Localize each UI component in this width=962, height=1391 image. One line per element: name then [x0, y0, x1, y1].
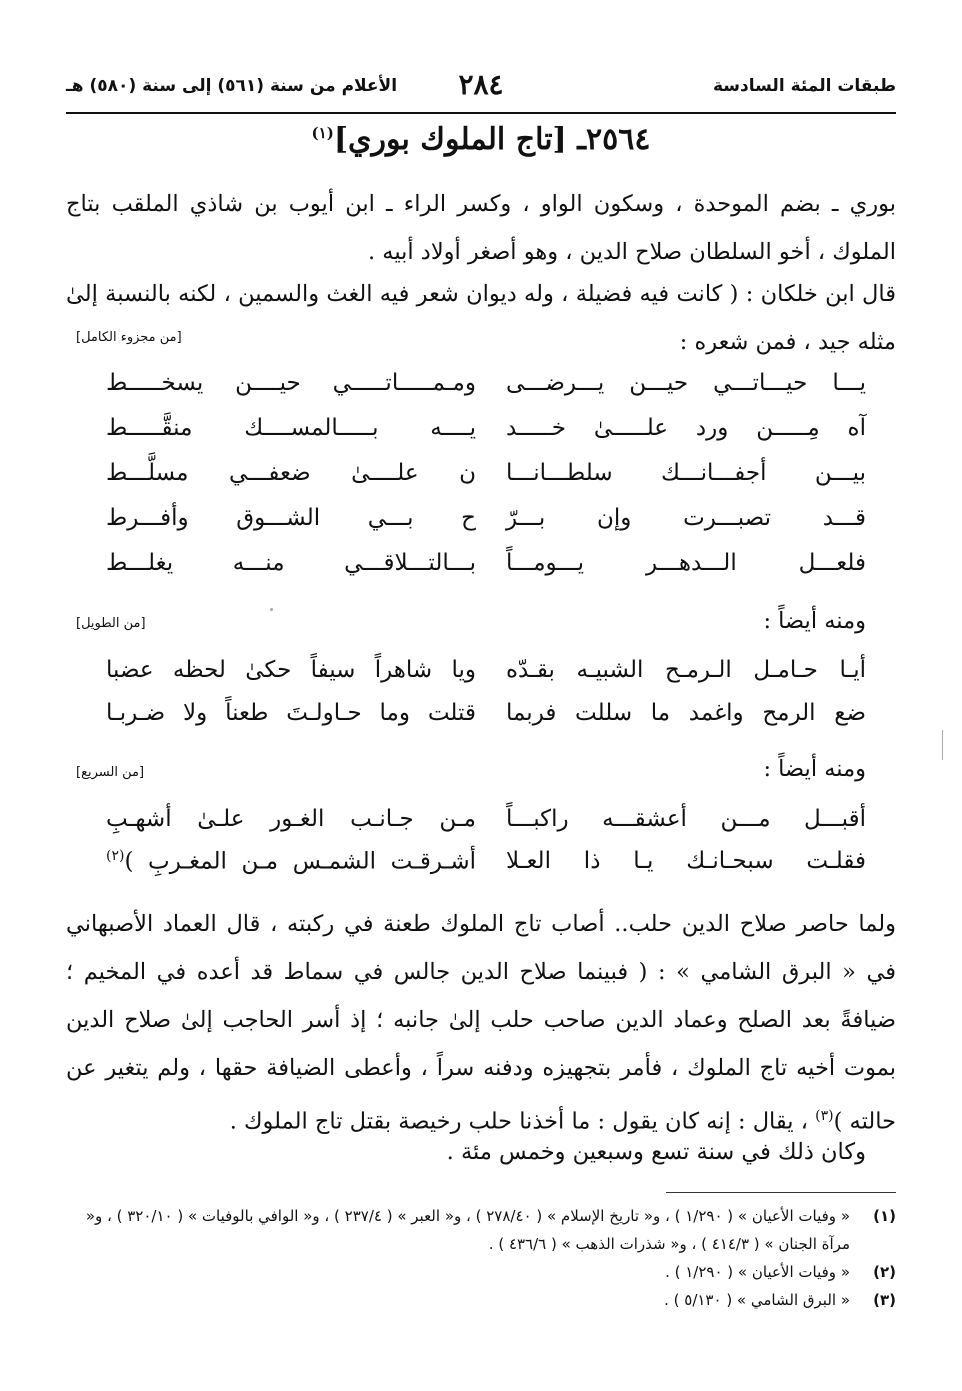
entry-title-text: ٢٥٦٤ـ [تاج الملوك بوري]: [333, 122, 651, 157]
poem3-verse: [66, 806, 896, 852]
footnote-item: [66, 1286, 896, 1314]
poem2-intro: ومنه أيضاً :: [763, 608, 866, 634]
verse-second-hemistich: ح بـــي الشـــوق وأفـــرط: [106, 505, 476, 531]
header-divider: [66, 112, 896, 114]
verse-second-hemistich: يــــه بـــــالمســــك منقَّـــــط: [106, 415, 476, 441]
paragraph-3-tail: ، يقال : إنه كان يقول : ما أخذنا حلب رخيصة بقتل تاج الملوك .: [229, 1108, 816, 1135]
poem1-verse: [66, 370, 896, 416]
verse-first-hemistich: أقبـــل مـــن أعشقـــه راكبـــاً: [506, 806, 866, 832]
poem1-verse: [66, 505, 896, 551]
footnote-number: (٢): [873, 1263, 896, 1281]
footnote-number: (١): [873, 1207, 896, 1225]
verse-first-hemistich: بيـــن أجفـــانـــك سلطـــانـــا: [506, 460, 866, 486]
poem3-verse: [66, 848, 896, 894]
verse-first-hemistich: يـــا حيـــاتـــي حيـــن يـــرضـــى: [506, 370, 866, 396]
verse-second-hemistich: مـن جـانـب الغـور علـىٰ أشهـبِ: [106, 806, 476, 832]
verse-second-hemistich: قتلت وما حـاولـتَ طعناً ولا ضـربـا: [106, 700, 476, 726]
verse-first-hemistich: أيـا حـامـل الـرمـح الشبيـه بقـدّه: [506, 657, 866, 683]
poem1-verse: [66, 550, 896, 596]
poem2-meter: [من الطويل]: [76, 616, 146, 631]
verse-second-hemistich: ويا شاهراً سيفاً حكىٰ لحظه عضبا: [106, 657, 476, 683]
footnote-ref-2: (٢): [106, 848, 125, 864]
paragraph-1: بوري ـ بضم الموحدة ، وسكون الواو ، وكسر الراء ـ ابن أيوب بن شاذي الملقب بتاج الملوك ، أخو السلطان صلاح الدين ، وهو أصغر أولاد أبيه .: [66, 191, 896, 265]
footnote-ref-1: (١): [311, 124, 334, 142]
verse-second-hemistich: ن علــــىٰ ضعفـــي مسلَّـــط: [106, 460, 476, 486]
poem1-meter: [من مجزوء الكامل]: [76, 330, 182, 345]
verse-second-hemistich: بـــالتـــلاقـــي منـــه يغلـــط: [106, 550, 476, 576]
paragraph-3-text: ولما حاصر صلاح الدين حلب.. أصاب تاج الملوك طعنة في ركبته ، قال العماد الأصبهاني في « البرق الشامي » : ( فبينما صلاح الدين جالس في سماط قد أعده في المخيم ؛ ضيافةً بعد الصلح وعماد الدين صاحب حلب إلىٰ جانبه ؛ إذ أسر الحاجب إلىٰ صلاح الدين بموت أخيه تاج الملوك ، فأمر بتجهيزه ودفنه سراً ، وأعطى الضيافة حقها ، ولم يتغير عن حالته ): [66, 911, 896, 1135]
footnote-text: « البرق الشامي » ( ٥/١٣٠ ) .: [664, 1291, 850, 1309]
poem1-verse: [66, 415, 896, 461]
entry-title: [66, 122, 896, 157]
paragraph-2: قال ابن خلكان : ( كانت فيه فضيلة ، وله ديوان شعر فيه الغث والسمين ، لكنه بالنسبة إلىٰ مثله جيد ، فمن شعره :: [66, 281, 896, 355]
verse-second-hemistich: ومـمـــــاتـــــي حيــــن يسخـــــط: [106, 370, 476, 396]
paragraph-3: [66, 900, 896, 1146]
poem1-verse: [66, 460, 896, 506]
verse-first-hemistich: ضع الرمح واغمد ما سللت فربما: [506, 700, 866, 726]
scan-edge-mark: [942, 730, 943, 760]
poem2-verse: [66, 657, 896, 703]
verse-first-hemistich: قـــد تصبـــرت وإن بـــرّ: [506, 505, 866, 531]
poem3-meter: [من السريع]: [76, 765, 145, 780]
verse-text: أشـرقـت الشمـس مـن المغـربِ ): [124, 848, 476, 875]
footnote-text: « وفيات الأعيان » ( ١/٢٩٠ ) .: [665, 1263, 850, 1281]
page-number: ٢٨٤: [458, 68, 504, 101]
verse-first-hemistich: فلعـــل الـــدهـــر يـــومـــاً: [506, 550, 866, 576]
verse-second-hemistich: [106, 848, 476, 875]
header-section-title: طبقات المئة السادسة: [713, 76, 896, 96]
scan-speck: [270, 608, 273, 611]
header-range: الأعلام من سنة (٥٦١) إلى سنة (٥٨٠) هـ: [66, 76, 398, 96]
footnote-number: (٣): [873, 1291, 896, 1309]
footnote-item: [66, 1258, 896, 1286]
footnote-text: « وفيات الأعيان » ( ١/٢٩٠ ) ، و« تاريخ الإسلام » ( ٢٧٨/٤٠ ) ، و« العبر » ( ٢٣٧/٤ ) ، و« الوافي بالوفيات » ( ٣٢٠/١٠ ) ، و« مرآة الجنان » ( ٤١٤/٣ ) ، و« شذرات الذهب » ( ٤٣٦/٦ ) .: [85, 1207, 850, 1253]
footnote-ref-3: (٣): [815, 1108, 834, 1124]
verse-first-hemistich: فقلـت سبحـانـك يـا ذا العـلا: [506, 848, 866, 874]
footnote-divider: [666, 1192, 896, 1193]
page-header: [66, 68, 896, 108]
footnote-item: [66, 1202, 896, 1258]
paragraph-4: وكان ذلك في سنة تسع وسبعين وخمس مئة .: [446, 1139, 866, 1165]
poem3-intro: ومنه أيضاً :: [763, 756, 866, 782]
poem2-verse: [66, 700, 896, 746]
verse-first-hemistich: آه مِـــــن ورد علـــــىٰ خـــــد: [506, 415, 866, 441]
footnotes: [66, 1202, 896, 1314]
